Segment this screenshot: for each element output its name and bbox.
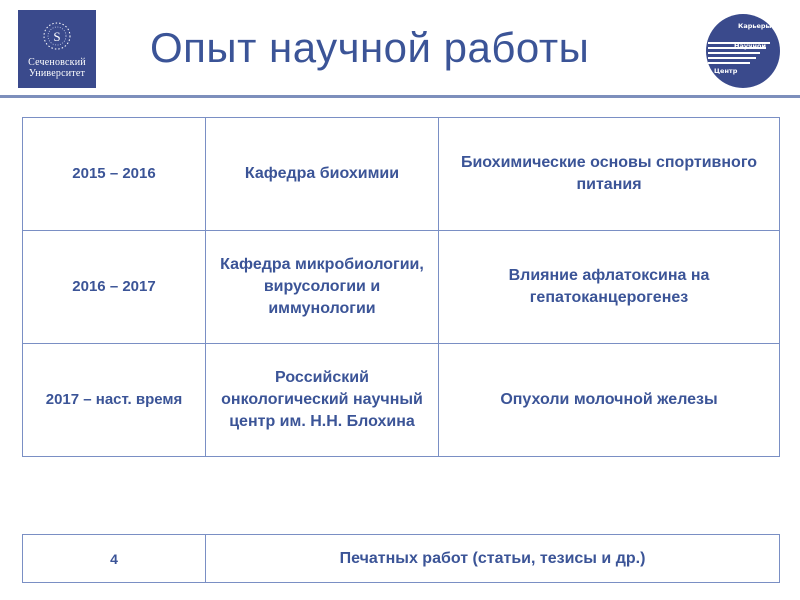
topic-cell: Влияние афлатоксина на гепатоканцерогенез [439,231,780,344]
career-center-word-3: Центр [714,67,738,75]
table-row [23,231,780,344]
career-center-word-1: Карьеры [738,22,772,30]
topic-cell: Опухоли молочной железы [439,344,780,457]
career-center-word-2: Научной [734,42,767,50]
department-cell: Кафедра микробиологии, вирусологии и иммунологии [206,231,439,344]
period-cell: 2015 – 2016 [23,118,206,231]
topic-cell: Биохимические основы спортивного питания [439,118,780,231]
table-row [23,535,780,583]
department-cell: Кафедра биохимии [206,118,439,231]
university-name-line-1: Сеченовский [28,57,86,68]
svg-text:S: S [53,29,61,44]
experience-table [22,117,780,457]
publications-count: 4 [23,535,206,583]
table-row [23,344,780,457]
period-cell: 2017 – наст. время [23,344,206,457]
page-title: Опыт научной работы [150,24,590,71]
department-cell: Российский онкологический научный центр им. Н.Н. Блохина [206,344,439,457]
table-row [23,118,780,231]
university-emblem-icon [42,20,72,57]
university-logo [18,10,96,88]
publications-table [22,534,780,583]
header-divider [0,95,800,98]
career-center-logo [704,12,782,90]
university-name-line-2: Университет [28,68,86,79]
publications-label: Печатных работ (статьи, тезисы и др.) [206,535,780,583]
period-cell: 2016 – 2017 [23,231,206,344]
